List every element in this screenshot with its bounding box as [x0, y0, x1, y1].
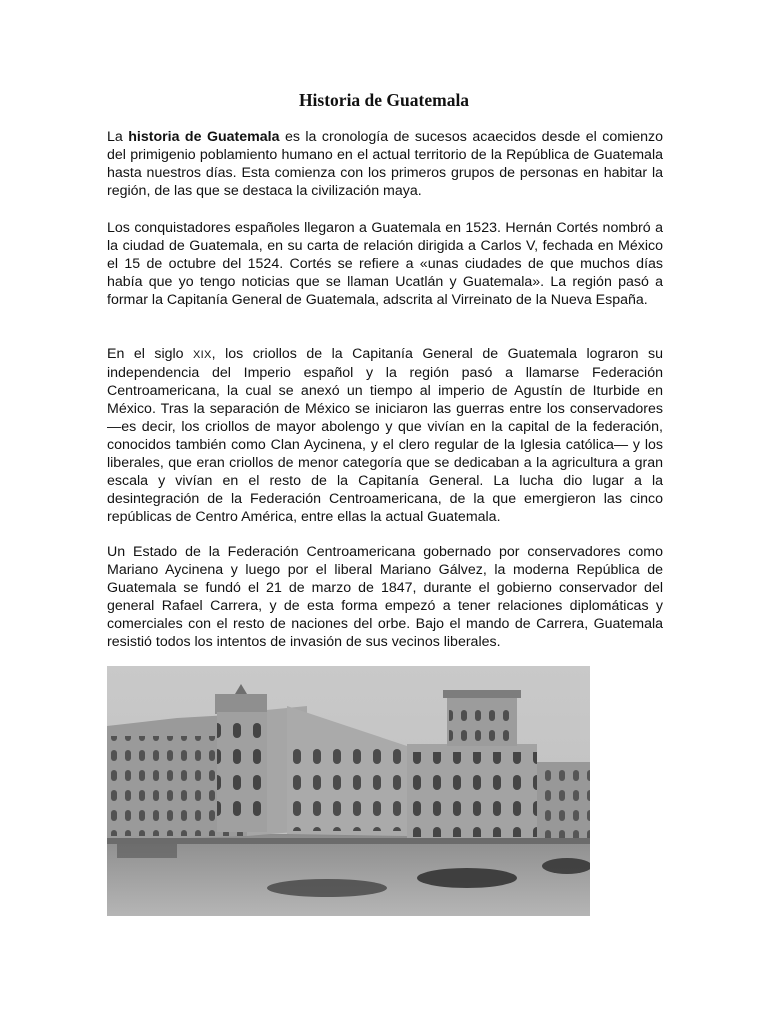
- page-title: Historia de Guatemala: [298, 90, 470, 110]
- paragraph-conquest: Los conquistadores españoles llegaron a Guatemala en 1523. Hernán Cortés nombró a la ciudad de Guatemala, en su carta de relación dirigida a Carlos V, fechada en México el 15 de octubre del 1524. Cortés se refiere a «unas ciudades de que muchos días había que yo tengo noticias que se llaman Ucatlán y Guatemala». La región pasó a formar la Capitanía General de Guatemala, adscrita al Virreinato de la Nueva España.: [107, 220, 663, 308]
- paragraph-independence: [107, 345, 663, 526]
- paragraph-independence-rest: , los criollos de la Capitanía General de Guatemala lograron su independencia del Imperio español y la región pasó a llamarse Federación Centroamericana, la cual se anexó un tiempo al imperio de Agustín de Iturbide en México. Tras la separación de México se iniciaron las guerras entre los conservadores —es decir, los criollos de mayor abolengo y que vivían en la capital de la federación, conocidos también como Clan Aycinena, y el clero regular de la Iglesia católica— y los liberales, que eran criollos de menor categoría que se dedicaban a la agricultura a gran escala y vivían en el resto de la Capitanía General. La lucha dio lugar a la desintegración de la Federación Centroamericana, de la que emergieron las cinco repúblicas de Centro América, entre ellas la actual Guatemala.: [107, 346, 663, 525]
- paragraph-intro-rest: es la cronología de sucesos acaecidos desde el comienzo del primigenio poblamiento humano en el actual territorio de la República de Guatemala hasta nuestros días. Esta comienza con los primeros grupos de personas en habitar la región, de las que se destaca la civilización maya.: [107, 129, 663, 199]
- paragraph-intro: [107, 128, 663, 200]
- paragraph-intro-lead: La: [107, 129, 129, 145]
- palace-illustration: [107, 666, 590, 916]
- paragraph-republic: Un Estado de la Federación Centroamericana gobernado por conservadores como Mariano Aycinena y luego por el liberal Mariano Gálvez, la moderna República de Guatemala se fundó el 21 de marzo de 1847, durante el gobierno conservador del general Rafael Carrera, y de esta forma empezó a tener relaciones diplomáticas y comerciales con el resto de naciones del orbe. Bajo el mando de Carrera, Guatemala resistió todos los intentos de invasión de sus vecinos liberales.: [107, 544, 663, 650]
- palace-photo: [107, 666, 590, 916]
- paragraph-independence-lead: En el siglo: [107, 346, 194, 362]
- century-numeral: XIX: [193, 349, 212, 361]
- bold-term: historia de Guatemala: [128, 129, 280, 145]
